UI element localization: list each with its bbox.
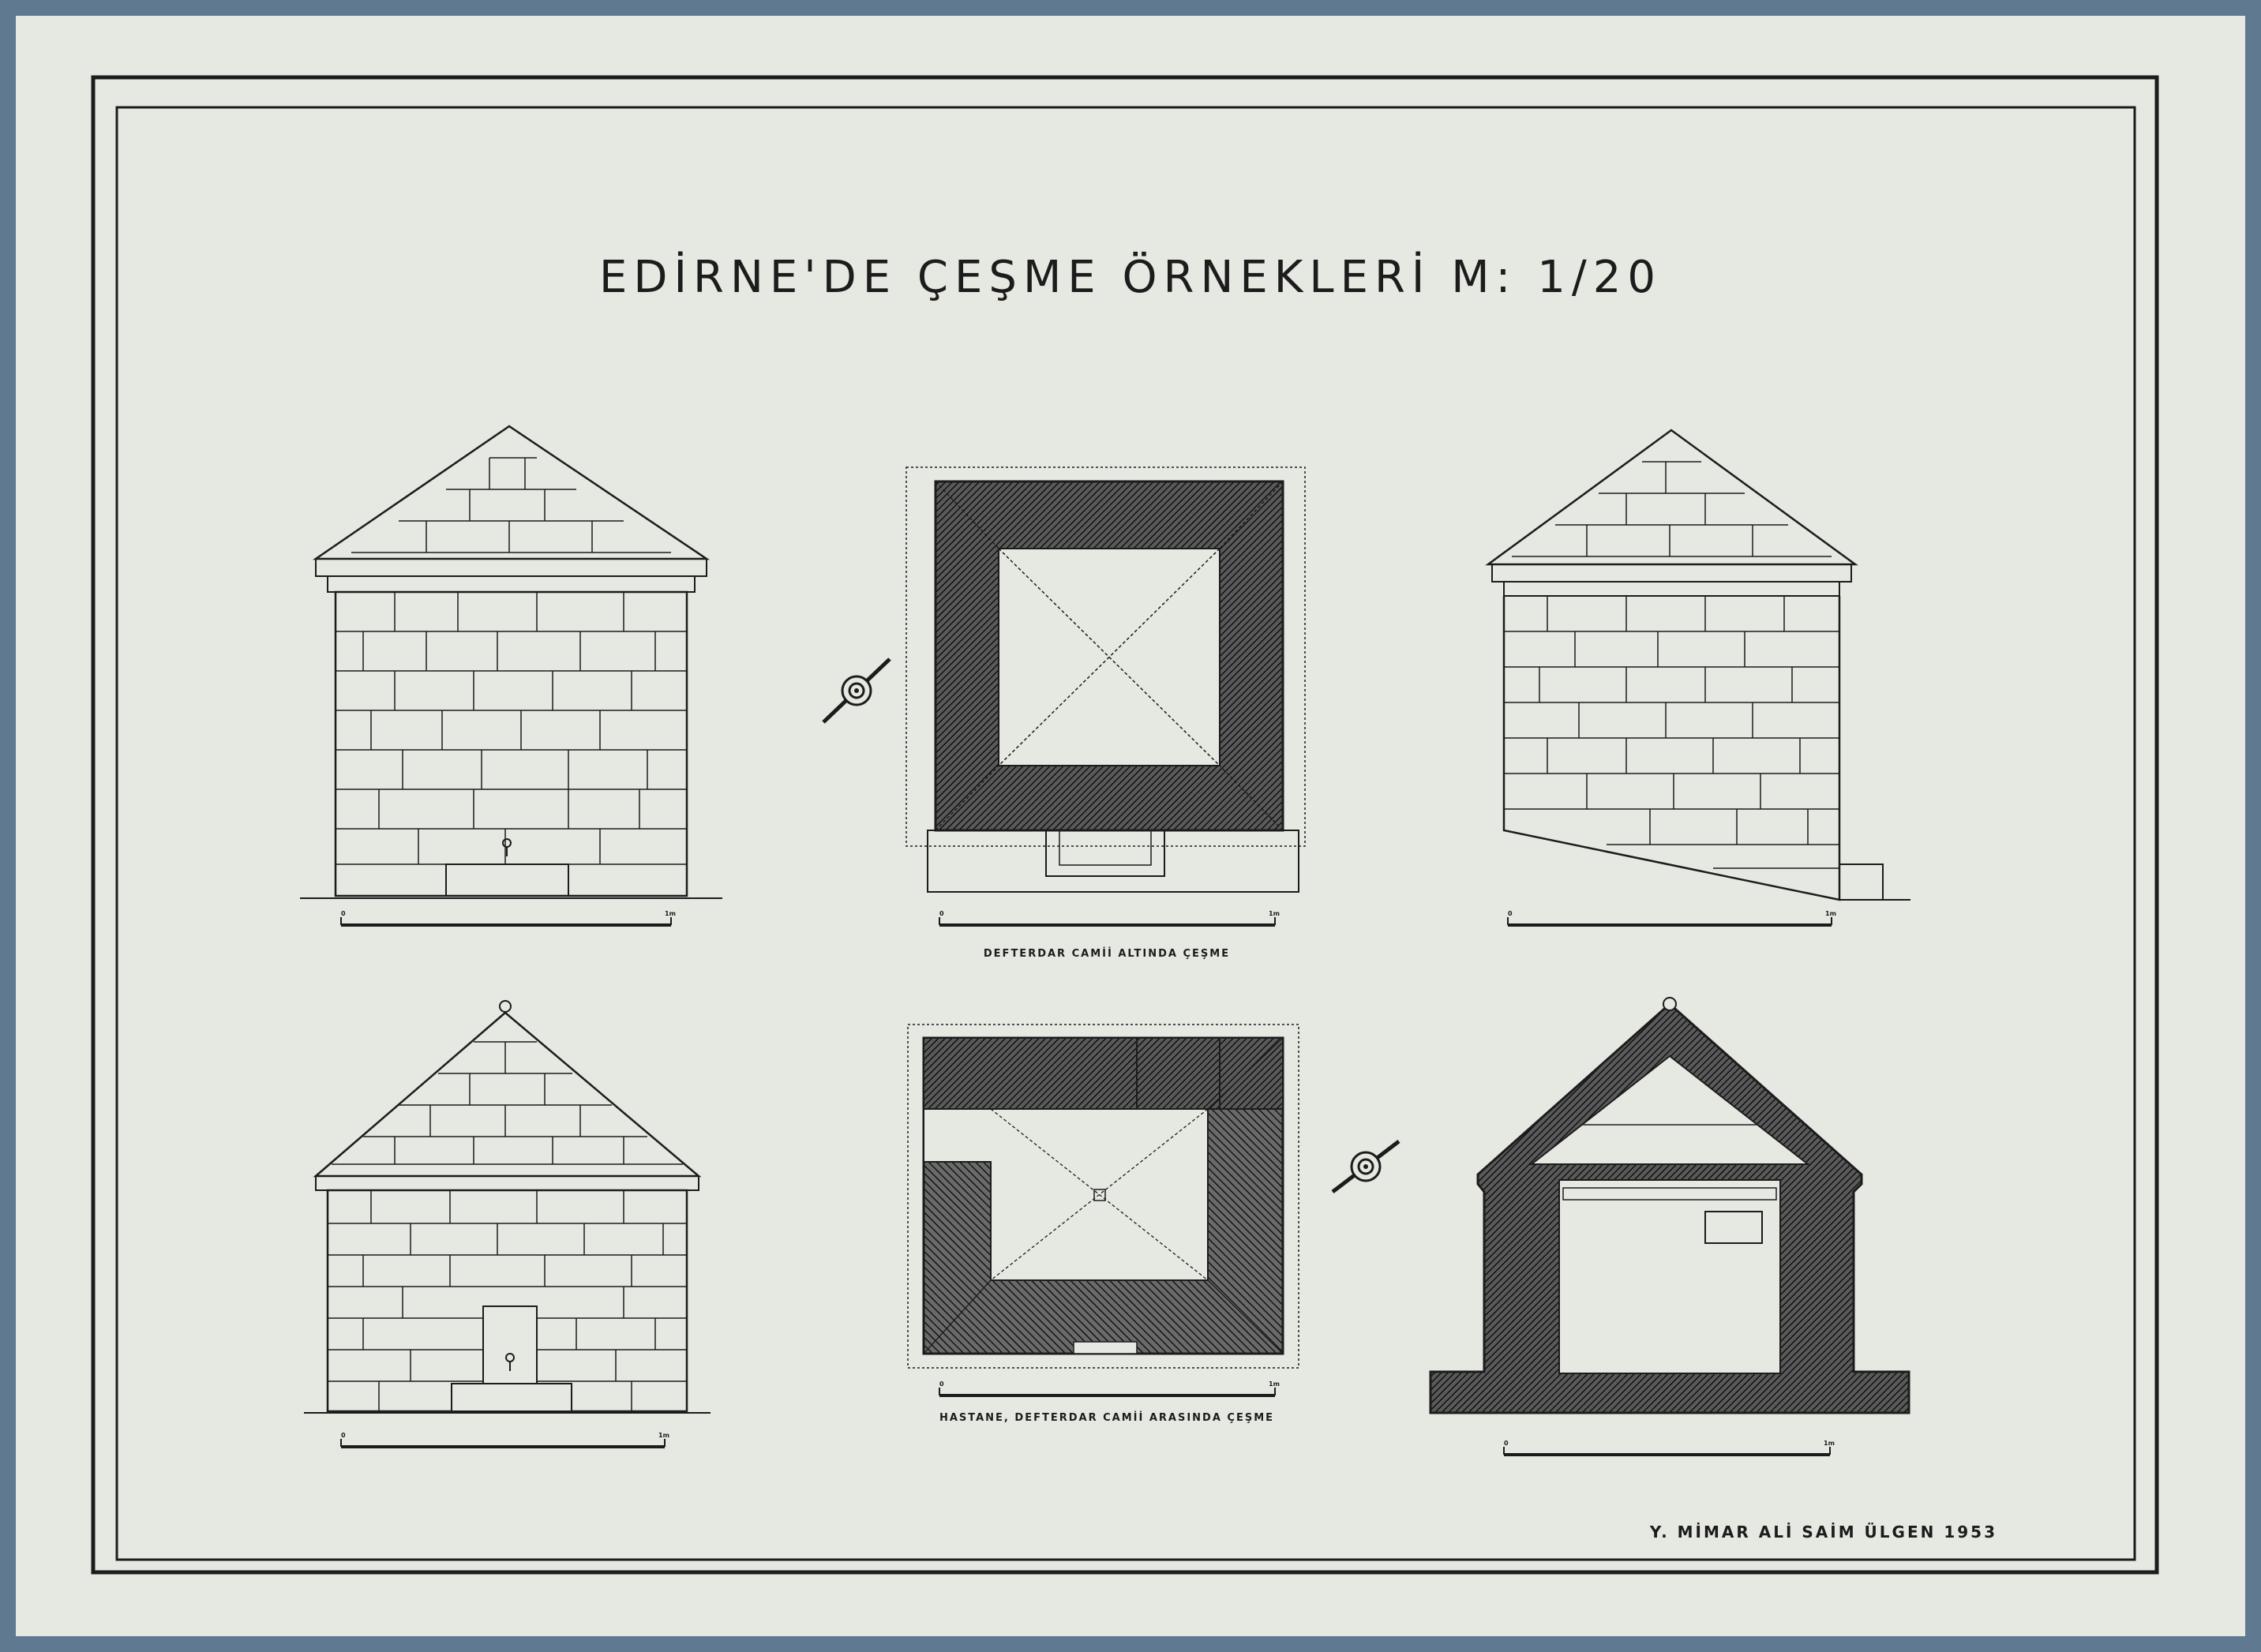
scale-start: 0 [1508,910,1513,917]
scale-end: 1m [658,1432,669,1439]
author-signature: Y. MİMAR ALİ SAİM ÜLGEN 1953 [1649,1523,1997,1541]
caption-hastane: HASTANE, DEFTERDAR CAMİİ ARASINDA ÇEŞME [939,1412,1275,1424]
caption-defterdar: DEFTERDAR CAMİİ ALTINDA ÇEŞME [983,948,1231,960]
scale-end: 1m [1825,910,1836,917]
plan-bottom [908,1025,1299,1368]
scale-start: 0 [939,1380,944,1388]
scale-start: 0 [341,910,346,917]
scale-end: 1m [1269,910,1280,917]
scale-end: 1m [1269,1380,1280,1388]
scale-start: 0 [341,1432,346,1439]
plan-top [906,467,1305,892]
scale-end: 1m [1824,1440,1835,1447]
scale-start: 0 [939,910,944,917]
scale-end: 1m [665,910,676,917]
sheet-title: EDİRNE'DE ÇEŞME ÖRNEKLERİ M: 1/20 [599,252,1662,303]
scale-start: 0 [1504,1440,1509,1447]
